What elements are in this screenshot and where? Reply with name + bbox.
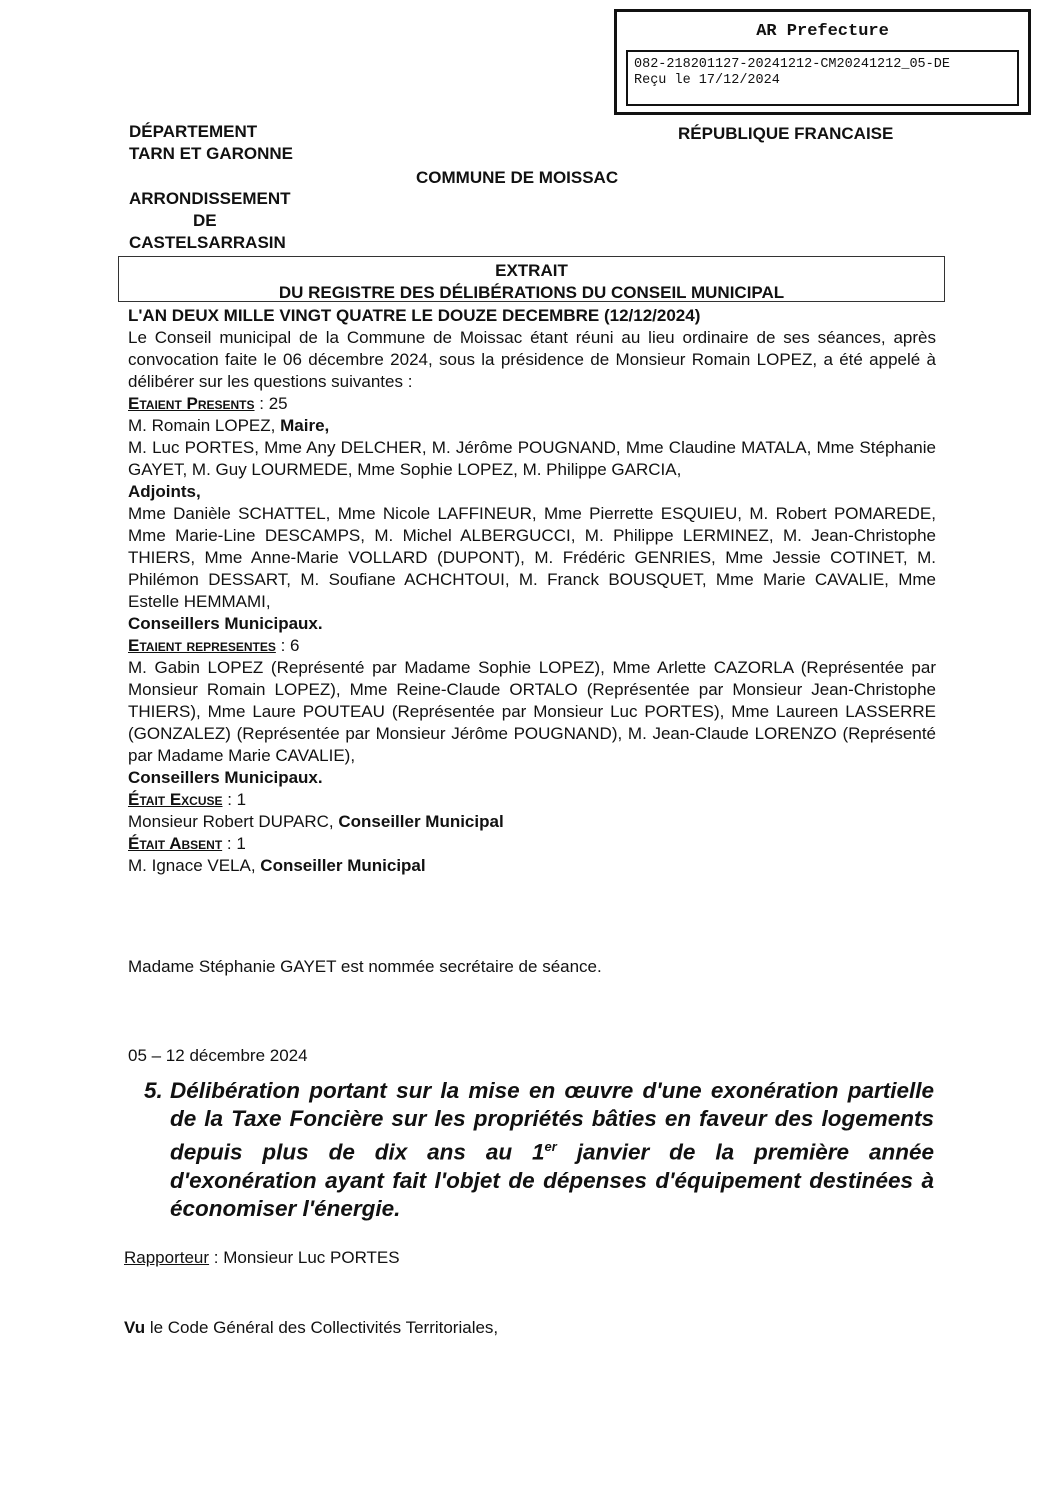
absent-count: : 1 [222,834,246,853]
absent-member-line [128,855,936,877]
extrait-title: EXTRAIT [495,261,568,280]
absent-title: Conseiller Municipal [260,856,426,875]
presents-count: : 25 [254,394,288,413]
excuse-label: Était Excuse [128,790,223,809]
arrondissement-de: DE [193,211,217,230]
presents-line [128,393,936,415]
extrait-box [118,256,945,302]
stamp-received: Reçu le 17/12/2024 [634,73,780,88]
presents-label: Etaient Presents [128,394,255,413]
excuse-title: Conseiller Municipal [338,812,504,831]
representes-title: Conseillers Municipaux. [128,768,323,787]
rapporteur-value: : Monsieur Luc PORTES [209,1248,400,1267]
rapporteur-label: Rapporteur [124,1248,210,1267]
rapporteur-line [124,1248,400,1268]
absent-line [128,833,936,855]
maire-line [128,415,936,437]
vu-line [124,1318,498,1338]
excuse-member-line [128,811,936,833]
item-number: 5. [144,1078,163,1103]
stamp-title: AR Prefecture [756,22,889,41]
maire-name: M. Romain LOPEZ, [128,416,281,435]
session-date-heading: L'AN DEUX MILLE VINGT QUATRE LE DOUZE DECEMBRE (12/12/2024) [128,306,701,325]
excuse-name: Monsieur Robert DUPARC, [128,812,339,831]
representes-line [128,635,936,657]
adjoints-title: Adjoints, [128,482,201,501]
departement-block [129,121,293,165]
ar-prefecture-stamp [614,9,1031,115]
excuse-line [128,789,936,811]
conseillers-title: Conseillers Municipaux. [128,614,323,633]
representes-names: M. Gabin LOPEZ (Représenté par Madame Sophie LOPEZ), Mme Arlette CAZORLA (Représentée par Monsieur Romain LOPEZ), Mme Reine-Claude ORTALO (Représentée par Monsieur Jean-Christophe THIERS), Mme Laure POUTEAU (Représentée par Monsieur Luc PORTES), Mme Laureen LASSERRE (GONZALEZ) (Représentée par Monsieur Jérôme POUGNAND), M. Jean-Claude LORENZO (Représenté par Madame Marie CAVALIE), [128,658,936,765]
maire-title: Maire, [280,416,330,435]
stamp-reference: 082-218201127-20241212-CM20241212_05-DE [634,57,950,72]
absent-name: M. Ignace VELA, [128,856,261,875]
vu-text: le Code Général des Collectivités Territoriales, [145,1318,499,1337]
session-body [128,305,936,877]
arrondissement-block [129,188,291,254]
departement-name: TARN ET GARONNE [129,144,294,163]
item-title-part2: janvier de la première année d'exonération ayant fait l'objet de dépenses d'équipement destinées à économiser l'énergie. [170,1139,934,1221]
item-date-line: 05 – 12 décembre 2024 [128,1046,308,1065]
item-title-sup: er [544,1139,557,1154]
session-intro: Le Conseil municipal de la Commune de Moissac étant réuni au lieu ordinaire de ses séances, après convocation faite le 06 décembre 2024, sous la présidence de Monsieur Romain LOPEZ, a été appelé à délibérer sur les questions suivantes : [128,328,936,391]
arrondissement-name: CASTELSARRASIN [129,233,286,252]
absent-label: Était Absent [128,834,223,853]
arrondissement-label: ARRONDISSEMENT [129,189,291,208]
adjoints-names: M. Luc PORTES, Mme Any DELCHER, M. Jérôme POUGNAND, Mme Claudine MATALA, Mme Stéphanie GAYET, M. Guy LOURMEDE, Mme Sophie LOPEZ, M. Philippe GARCIA, [128,438,936,479]
conseillers-names: Mme Danièle SCHATTEL, Mme Nicole LAFFINEUR, Mme Pierrette ESQUIEU, M. Robert POMAREDE, Mme Marie-Line DESCAMPS, M. Michel ALBERGUCCI, M. Philippe LERMINEZ, M. Jean-Christophe THIERS, Mme Anne-Marie VOLLARD (DUPONT), M. Frédéric GENRIES, Mme Jessie COTINET, M. Philémon DESSART, M. Soufiane ACHCHTOUI, M. Franck BOUSQUET, Mme Marie CAVALIE, Mme Estelle HEMMAMI, [128,504,936,611]
republique-heading: RÉPUBLIQUE FRANCAISE [678,124,894,143]
vu-label: Vu [124,1318,146,1337]
extrait-subtitle: DU REGISTRE DES DÉLIBÉRATIONS DU CONSEIL MUNICIPAL [278,283,785,302]
excuse-count: : 1 [222,790,247,809]
departement-label: DÉPARTEMENT [129,122,258,141]
deliberation-title [144,1077,934,1223]
representes-count: : 6 [275,636,300,655]
secretary-line: Madame Stéphanie GAYET est nommée secrétaire de séance. [128,957,602,976]
commune-heading: COMMUNE DE MOISSAC [416,168,619,187]
stamp-details [626,50,1019,106]
item-title-text [170,1077,934,1223]
item-title-part1: Délibération portant sur la mise en œuvre d'une exonération partielle de la Taxe Foncière sur les propriétés bâties en faveur des logements depuis plus de dix ans au 1 [170,1078,934,1165]
representes-label: Etaient representes [128,636,276,655]
